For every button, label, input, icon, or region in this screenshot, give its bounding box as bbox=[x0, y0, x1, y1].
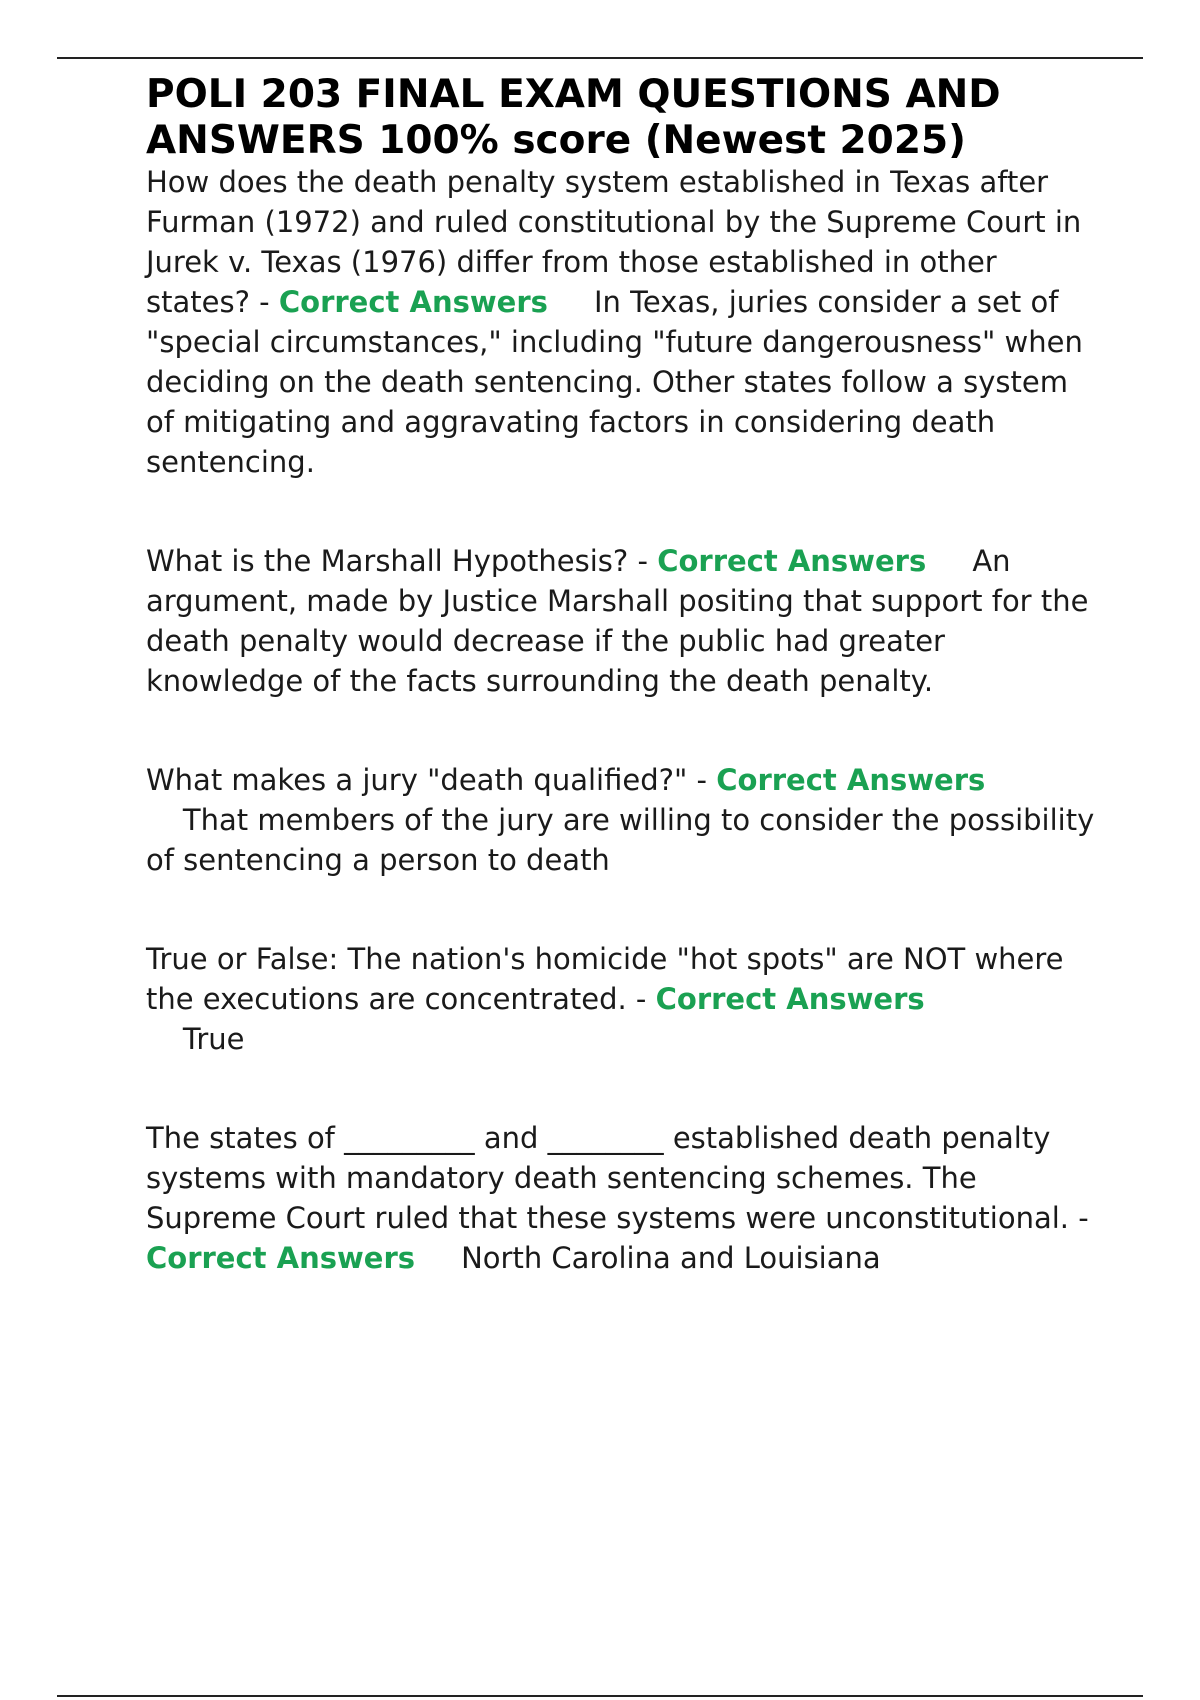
qa-item bbox=[146, 1118, 1096, 1278]
qa-item bbox=[146, 162, 1096, 482]
question-text: What makes a jury "death qualified?" - bbox=[146, 763, 717, 797]
answer-text: In Texas, juries consider a set of "special circumstances," including "future dangerousness" when deciding on the death sentencing. Other states follow a system of mitigating and aggravating factors in considering death sentencing. bbox=[146, 285, 1093, 479]
question-text: What is the Marshall Hypothesis? - bbox=[146, 544, 658, 578]
question-text: The states of _________ and ________ established death penalty systems with mandatory death sentencing schemes. The Supreme Court ruled that these systems were unconstitutional. - bbox=[146, 1121, 1098, 1235]
answer-text: True bbox=[182, 1022, 245, 1056]
answer-text: That members of the jury are willing to consider the possibility of sentencing a person to death bbox=[146, 803, 1104, 877]
correct-answers-label: Correct Answers bbox=[716, 763, 986, 797]
qa-item bbox=[146, 939, 1096, 1059]
top-divider bbox=[57, 57, 1143, 59]
correct-answers-label: Correct Answers bbox=[657, 544, 927, 578]
qa-separator bbox=[146, 482, 1096, 541]
qa-item bbox=[146, 541, 1096, 701]
title-line-1: POLI 203 FINAL EXAM QUESTIONS AND bbox=[146, 72, 1001, 117]
qa-separator bbox=[146, 701, 1096, 760]
title-line-2: ANSWERS 100% score (Newest 2025) bbox=[146, 118, 966, 163]
correct-answers-label: Correct Answers bbox=[146, 1241, 416, 1275]
question-text: True or False: The nation's homicide "hot spots" are NOT where the executions are concentrated. - bbox=[146, 942, 1073, 1016]
document-content bbox=[146, 72, 1104, 1278]
question-text: How does the death penalty system established in Texas after Furman (1972) and ruled constitutional by the Supreme Court in Jurek v. Texas (1976) differ from those established in other states? - bbox=[146, 165, 1091, 319]
qa-separator bbox=[146, 1059, 1096, 1118]
bottom-divider bbox=[57, 1695, 1143, 1697]
answer-text: North Carolina and Louisiana bbox=[461, 1241, 881, 1275]
qa-separator bbox=[146, 880, 1096, 939]
document-title bbox=[146, 72, 1096, 164]
correct-answers-label: Correct Answers bbox=[655, 982, 925, 1016]
answer-text: An argument, made by Justice Marshall positing that support for the death penalty would decrease if the public had greater knowledge of the facts surrounding the death penalty. bbox=[146, 544, 1098, 698]
qa-item bbox=[146, 760, 1104, 880]
correct-answers-label: Correct Answers bbox=[278, 285, 548, 319]
